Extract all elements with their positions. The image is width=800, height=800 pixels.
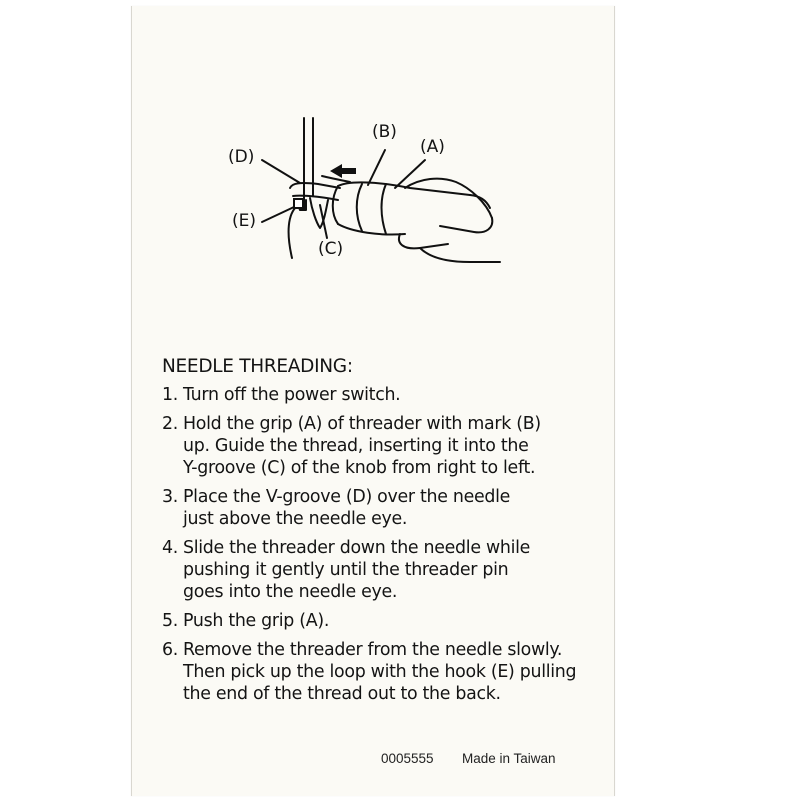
- step-line: Y-groove (C) of the knob from right to left.: [183, 458, 536, 478]
- step-item: [162, 413, 602, 479]
- step-line: Then pick up the loop with the hook (E) pulling: [183, 662, 577, 682]
- section-heading: NEEDLE THREADING:: [162, 356, 353, 377]
- step-item: [162, 486, 602, 530]
- step-number: 1.: [162, 385, 178, 405]
- step-list: [162, 384, 602, 712]
- step-text: [183, 384, 602, 406]
- step-text: [183, 639, 602, 705]
- arrow-left-icon: [330, 164, 356, 178]
- step-number: 3.: [162, 487, 178, 507]
- product-code: 0005555: [381, 751, 434, 766]
- step-line: Turn off the power switch.: [183, 385, 401, 405]
- origin-label: Made in Taiwan: [462, 751, 556, 766]
- step-line: up. Guide the thread, inserting it into the: [183, 436, 529, 456]
- step-line: Place the V-groove (D) over the needle: [183, 487, 511, 507]
- label-e: (E): [232, 211, 257, 231]
- step-line: goes into the needle eye.: [183, 582, 398, 602]
- label-b: (B): [372, 122, 397, 142]
- step-text: [183, 537, 602, 603]
- threader-head: [290, 183, 340, 188]
- step-item: [162, 384, 602, 406]
- step-item: [162, 610, 602, 632]
- step-line: just above the needle eye.: [183, 509, 408, 529]
- step-number: 6.: [162, 640, 178, 660]
- label-a: (A): [420, 137, 445, 157]
- step-text: [183, 486, 602, 530]
- label-d: (D): [228, 147, 255, 167]
- step-item: [162, 537, 602, 603]
- step-line: Hold the grip (A) of threader with mark (B): [183, 414, 541, 434]
- step-line: Slide the threader down the needle while: [183, 538, 531, 558]
- step-text: [183, 413, 602, 479]
- step-line: pushing it gently until the threader pin: [183, 560, 509, 580]
- step-line: Remove the threader from the needle slowly.: [183, 640, 563, 660]
- threader-illustration: [220, 110, 510, 280]
- step-number: 4.: [162, 538, 178, 558]
- label-c: (C): [318, 239, 344, 259]
- step-number: 2.: [162, 414, 178, 434]
- step-line: the end of the thread out to the back.: [183, 684, 501, 704]
- step-number: 5.: [162, 611, 178, 631]
- step-text: [183, 610, 602, 632]
- step-item: [162, 639, 602, 705]
- step-line: Push the grip (A).: [183, 611, 330, 631]
